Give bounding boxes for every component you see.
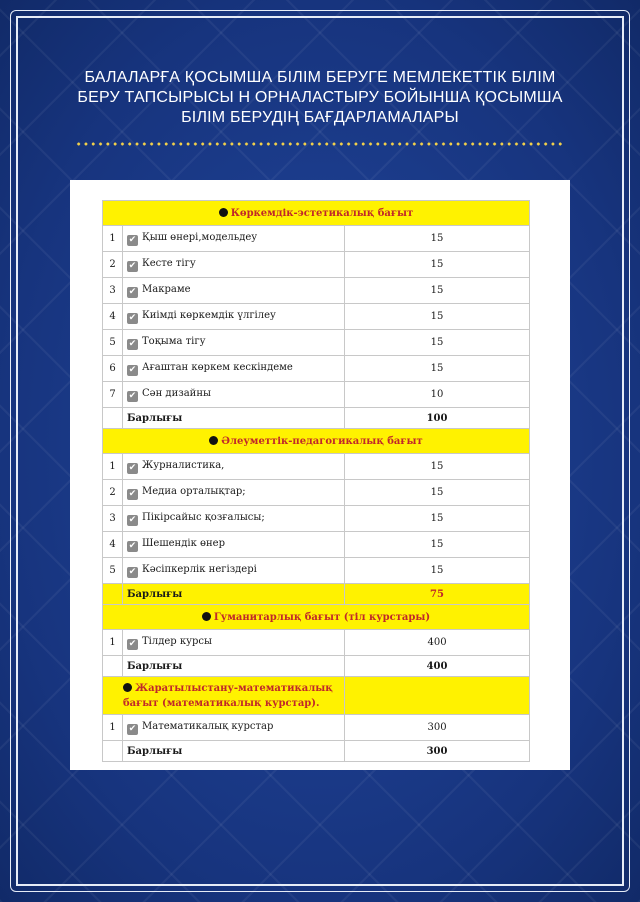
checkbox-icon: ✔ — [128, 390, 137, 401]
row-number: 1 — [103, 715, 123, 741]
section-heading-line-2: бағыт (математикалық курстар). — [123, 697, 320, 709]
hours-value: 15 — [345, 304, 530, 330]
section-heading — [103, 201, 530, 226]
total-row — [103, 656, 530, 677]
bullet-icon — [202, 612, 211, 621]
hours-value: 300 — [345, 715, 530, 741]
program-name: Журналистика, — [142, 459, 225, 471]
program-name: Макраме — [142, 283, 191, 295]
row-number: 4 — [103, 304, 123, 330]
hours-value: 15 — [345, 506, 530, 532]
hours-value: 15 — [345, 356, 530, 382]
hours-value: 10 — [345, 382, 530, 408]
table-row — [103, 278, 530, 304]
table-row — [103, 558, 530, 584]
title-line-3: БІЛІМ БЕРУДІҢ БАҒДАРЛАМАЛАРЫ — [181, 109, 459, 126]
table-row — [103, 532, 530, 558]
program-name: Ағаштан көркем кескіндеме — [142, 361, 293, 373]
row-number: 1 — [103, 454, 123, 480]
program-name: Шешендік өнер — [142, 537, 225, 549]
program-name: Кесте тігу — [142, 257, 196, 269]
table-row — [103, 480, 530, 506]
program-name: Тілдер курсы — [142, 635, 212, 647]
title-line-2: БЕРУ ТАПСЫРЫСЫ Н ОРНАЛАСТЫРУ БОЙЫНША ҚОСЫМША — [77, 89, 563, 106]
hours-value: 15 — [345, 532, 530, 558]
checkbox-icon: ✔ — [128, 364, 137, 375]
total-label: Барлығы — [123, 408, 345, 429]
checkbox-icon: ✔ — [128, 462, 137, 473]
program-cell — [123, 480, 345, 506]
section-heading — [103, 429, 530, 454]
row-number: 5 — [103, 330, 123, 356]
hours-value: 15 — [345, 558, 530, 584]
hours-value: 15 — [345, 226, 530, 252]
total-value: 300 — [345, 741, 530, 762]
program-name: Пікірсайыс қозғалысы; — [142, 511, 265, 523]
hours-value: 15 — [345, 454, 530, 480]
program-cell — [123, 330, 345, 356]
checkbox-icon: ✔ — [128, 540, 137, 551]
program-cell — [123, 226, 345, 252]
program-cell — [123, 278, 345, 304]
section-heading-text: Көркемдік-эстетикалық бағыт — [230, 207, 414, 219]
program-cell — [123, 252, 345, 278]
row-number: 1 — [103, 226, 123, 252]
program-name: Кәсіпкерлік негіздері — [142, 563, 257, 575]
document-sheet — [70, 180, 570, 770]
total-row — [103, 408, 530, 429]
section-heading-text: Гуманитарлық бағыт (тіл курстары) — [213, 611, 431, 623]
table-row — [103, 304, 530, 330]
table-row — [103, 382, 530, 408]
row-number: 3 — [103, 278, 123, 304]
row-number: 2 — [103, 252, 123, 278]
hours-value: 15 — [345, 278, 530, 304]
total-value: 75 — [345, 584, 530, 605]
bullet-icon — [219, 208, 228, 217]
title-line-1: БАЛАЛАРҒА ҚОСЫМША БІЛІМ БЕРУГЕ МЕМЛЕКЕТТІК БІЛІМ — [84, 69, 556, 86]
total-label: Барлығы — [123, 656, 345, 677]
checkbox-icon: ✔ — [128, 338, 137, 349]
section-heading — [103, 677, 530, 715]
program-cell — [123, 532, 345, 558]
program-cell — [123, 558, 345, 584]
total-label: Барлығы — [123, 741, 345, 762]
program-cell — [123, 304, 345, 330]
checkbox-icon: ✔ — [128, 723, 137, 734]
table-row — [103, 715, 530, 741]
program-name: Қыш өнері,модельдеу — [142, 231, 258, 243]
total-label: Барлығы — [123, 584, 345, 605]
program-name: Математикалық курстар — [142, 720, 274, 732]
table-row — [103, 330, 530, 356]
page-title — [40, 68, 600, 128]
checkbox-icon: ✔ — [128, 638, 137, 649]
table-row — [103, 454, 530, 480]
hours-value: 15 — [345, 330, 530, 356]
row-number: 5 — [103, 558, 123, 584]
total-row — [103, 741, 530, 762]
program-name: Тоқыма тігу — [142, 335, 206, 347]
program-name: Киімді көркемдік үлгілеу — [142, 309, 276, 321]
dotted-divider — [75, 142, 565, 146]
section-heading-text: Әлеуметтік-педагогикалық бағыт — [221, 435, 423, 447]
row-number: 3 — [103, 506, 123, 532]
bullet-icon — [209, 436, 218, 445]
table-row — [103, 630, 530, 656]
checkbox-icon: ✔ — [128, 260, 137, 271]
section-heading-line-1: Жаратылыстану-математикалық — [135, 682, 333, 694]
row-number: 4 — [103, 532, 123, 558]
bullet-icon — [123, 683, 132, 692]
checkbox-icon: ✔ — [128, 566, 137, 577]
checkbox-icon: ✔ — [128, 286, 137, 297]
total-value: 100 — [345, 408, 530, 429]
table-row — [103, 252, 530, 278]
row-number: 2 — [103, 480, 123, 506]
row-number: 6 — [103, 356, 123, 382]
checkbox-icon: ✔ — [128, 488, 137, 499]
hours-value: 15 — [345, 480, 530, 506]
hours-value: 400 — [345, 630, 530, 656]
table-row — [103, 356, 530, 382]
checkbox-icon: ✔ — [128, 234, 137, 245]
program-cell — [123, 506, 345, 532]
checkbox-icon: ✔ — [128, 312, 137, 323]
program-cell — [123, 715, 345, 741]
programs-table — [102, 200, 530, 762]
row-number: 1 — [103, 630, 123, 656]
program-cell — [123, 356, 345, 382]
program-cell — [123, 454, 345, 480]
row-number: 7 — [103, 382, 123, 408]
section-heading — [103, 605, 530, 630]
hours-value: 15 — [345, 252, 530, 278]
program-name: Сән дизайны — [142, 387, 211, 399]
checkbox-icon: ✔ — [128, 514, 137, 525]
program-name: Медиа орталықтар; — [142, 485, 246, 497]
total-value: 400 — [345, 656, 530, 677]
program-cell — [123, 630, 345, 656]
table-row — [103, 226, 530, 252]
program-cell — [123, 382, 345, 408]
total-row — [103, 584, 530, 605]
table-row — [103, 506, 530, 532]
